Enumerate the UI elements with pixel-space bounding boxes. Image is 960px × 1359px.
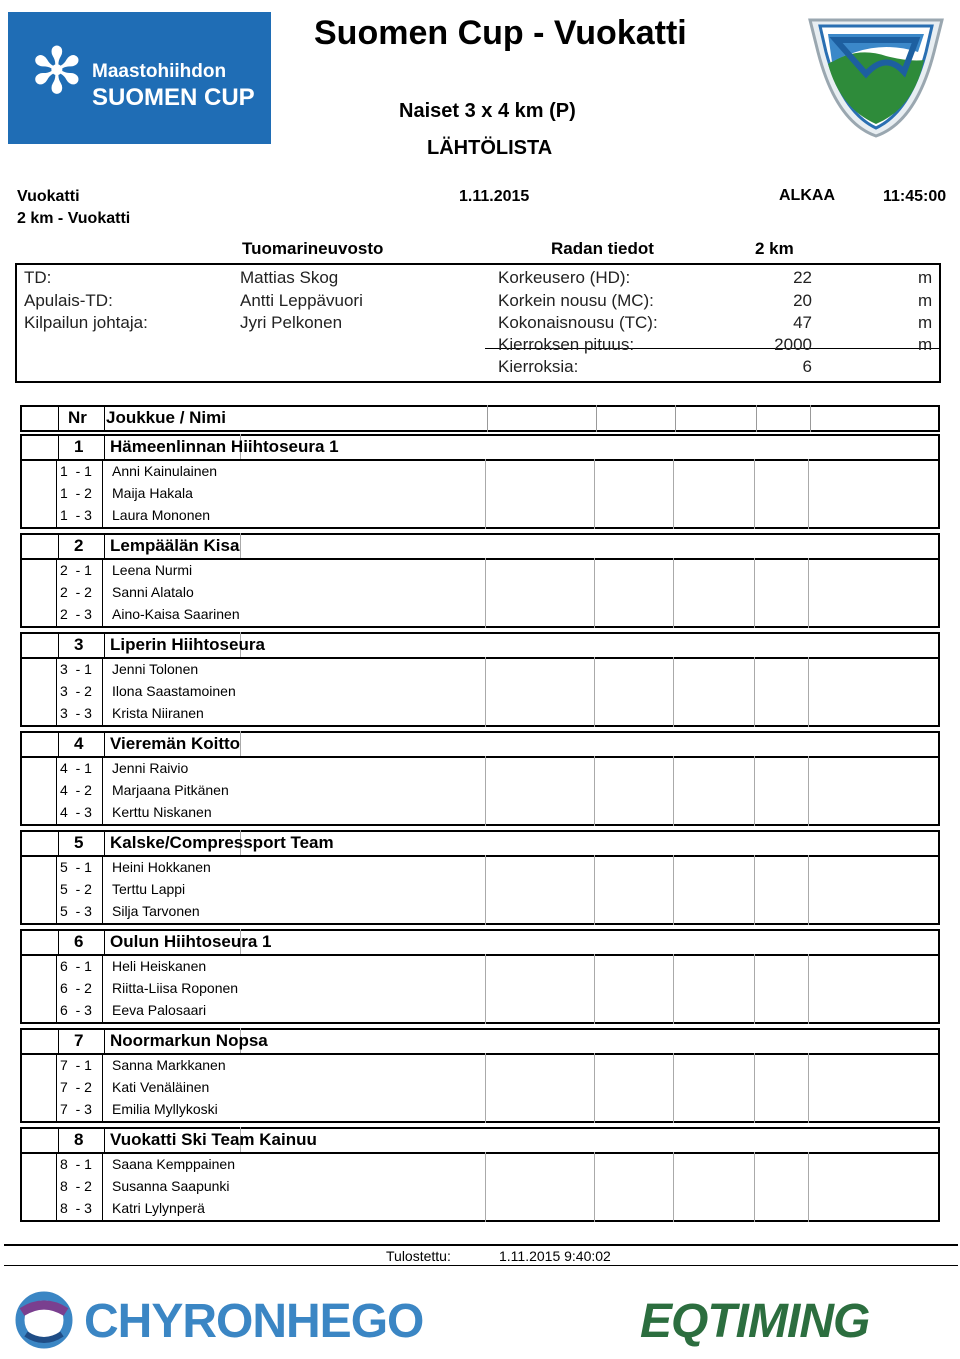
- athlete-name: Sanna Markkanen: [112, 1057, 226, 1073]
- athlete-name: Riitta-Liisa Roponen: [112, 980, 239, 996]
- jury-name: Mattias Skog: [240, 268, 339, 287]
- course-value: 2000: [774, 335, 812, 354]
- suomen-cup-logo: [8, 12, 271, 144]
- col-divider: [808, 558, 809, 628]
- logo-line1: Maastohiihdon: [92, 61, 227, 82]
- col-divider: [240, 731, 241, 758]
- col-divider: [104, 533, 105, 560]
- col-divider: [594, 855, 595, 925]
- athlete-name: Jenni Tolonen: [112, 661, 199, 677]
- relay-leg-number: 6 - 2: [60, 980, 92, 996]
- jury-name: Jyri Pelkonen: [240, 313, 343, 332]
- col-divider: [104, 405, 105, 432]
- col-divider: [56, 1053, 57, 1123]
- col-divider: [487, 405, 488, 432]
- relay-leg-number: 4 - 3: [60, 804, 92, 820]
- relay-leg-number: 3 - 3: [60, 705, 92, 721]
- col-divider: [485, 459, 486, 529]
- jury-role: TD:: [24, 268, 52, 287]
- sponsor-left: CHYRONHEGO: [84, 1295, 424, 1348]
- col-divider: [754, 954, 755, 1024]
- col-divider: [102, 657, 103, 727]
- relay-leg-number: 4 - 1: [60, 760, 92, 776]
- ski-association-emblem-icon: [806, 12, 946, 140]
- col-divider: [485, 657, 486, 727]
- printed-timestamp: 1.11.2015 9:40:02: [499, 1248, 611, 1264]
- col-divider: [102, 558, 103, 628]
- team-name: Kalske/Compressport Team: [110, 833, 334, 852]
- team-number: 8: [74, 1130, 84, 1149]
- team-name: Lempäälän Kisa: [110, 536, 240, 555]
- athlete-name: Jenni Raivio: [112, 760, 189, 776]
- relay-leg-number: 6 - 1: [60, 958, 92, 974]
- col-divider: [596, 405, 597, 432]
- course-label: Kokonaisnousu (TC):: [498, 313, 658, 332]
- col-divider: [104, 632, 105, 659]
- col-divider: [485, 558, 486, 628]
- course-unit: m: [918, 268, 933, 287]
- col-divider: [58, 830, 59, 857]
- race-date: 1.11.2015: [459, 188, 530, 205]
- athlete-name: Aino-Kaisa Saarinen: [112, 606, 240, 622]
- athlete-name: Eeva Palosaari: [112, 1002, 207, 1018]
- athlete-name: Krista Niiranen: [112, 705, 204, 721]
- eqtiming-logo: [640, 1294, 930, 1348]
- col-divider: [594, 756, 595, 826]
- jury-name: Antti Leppävuori: [240, 291, 363, 310]
- col-divider: [673, 1152, 674, 1222]
- col-divider: [808, 756, 809, 826]
- logo-line2: SUOMEN CUP: [92, 84, 255, 111]
- col-divider: [808, 657, 809, 727]
- relay-leg-number: 1 - 3: [60, 507, 92, 523]
- team-number: 2: [74, 536, 84, 555]
- relay-leg-number: 7 - 1: [60, 1057, 92, 1073]
- col-divider: [594, 657, 595, 727]
- team-number: 6: [74, 932, 84, 951]
- athlete-name: Leena Nurmi: [112, 562, 193, 578]
- course-label: Kierroksen pituus:: [498, 335, 635, 354]
- team-name: Oulun Hiihtoseura 1: [110, 932, 272, 951]
- relay-leg-number: 4 - 2: [60, 782, 92, 798]
- athlete-name: Ilona Saastamoinen: [112, 683, 236, 699]
- col-divider: [485, 756, 486, 826]
- course-label: Korkeusero (HD):: [498, 268, 631, 287]
- col-divider: [673, 657, 674, 727]
- athlete-name: Anni Kainulainen: [112, 463, 218, 479]
- col-divider: [594, 459, 595, 529]
- athlete-name: Katri Lylynperä: [112, 1200, 205, 1216]
- printed-label: Tulostettu:: [386, 1248, 451, 1264]
- col-divider: [58, 533, 59, 560]
- team-number: 3: [74, 635, 84, 654]
- col-divider: [754, 558, 755, 628]
- col-divider: [754, 756, 755, 826]
- col-divider: [104, 1127, 105, 1154]
- course-unit: m: [918, 313, 933, 332]
- athlete-name: Kerttu Niskanen: [112, 804, 212, 820]
- athlete-name: Terttu Lappi: [112, 881, 186, 897]
- snowflake-icon: ✻: [30, 35, 84, 109]
- team-name: Liperin Hiihtoseura: [110, 635, 265, 654]
- col-divider: [104, 731, 105, 758]
- col-divider: [104, 929, 105, 956]
- col-divider: [56, 459, 57, 529]
- col-divider: [104, 830, 105, 857]
- race-name: Naiset 3 x 4 km (P): [399, 100, 576, 122]
- col-divider: [673, 954, 674, 1024]
- team-number: 4: [74, 734, 84, 753]
- relay-leg-number: 2 - 1: [60, 562, 92, 578]
- relay-leg-number: 3 - 1: [60, 661, 92, 677]
- col-divider: [808, 855, 809, 925]
- col-divider: [594, 954, 595, 1024]
- col-divider: [56, 855, 57, 925]
- col-divider: [754, 657, 755, 727]
- col-divider: [808, 954, 809, 1024]
- team-name: Vuokatti Ski Team Kainuu: [110, 1130, 317, 1149]
- course-value: 22: [793, 268, 812, 287]
- athlete-name: Sanni Alatalo: [112, 584, 194, 600]
- col-divider: [58, 731, 59, 758]
- sponsor-right: EQTIMING: [640, 1295, 870, 1348]
- col-divider: [673, 558, 674, 628]
- col-divider: [58, 929, 59, 956]
- athlete-name: Saana Kemppainen: [112, 1156, 235, 1172]
- col-divider: [594, 1152, 595, 1222]
- col-divider: [56, 657, 57, 727]
- jury-role: Kilpailun johtaja:: [24, 313, 148, 332]
- col-divider: [58, 1127, 59, 1154]
- col-team-name: Joukkue / Nimi: [106, 408, 226, 427]
- col-divider: [485, 1152, 486, 1222]
- col-divider: [56, 1152, 57, 1222]
- course-label: Korkein nousu (MC):: [498, 291, 654, 310]
- col-divider: [56, 558, 57, 628]
- col-divider: [594, 1053, 595, 1123]
- relay-leg-number: 3 - 2: [60, 683, 92, 699]
- col-divider: [102, 855, 103, 925]
- course-value: 20: [793, 291, 812, 310]
- chyronhego-swirl-icon: [12, 1290, 76, 1350]
- footer-divider: [4, 1244, 958, 1246]
- col-divider: [102, 459, 103, 529]
- relay-leg-number: 8 - 1: [60, 1156, 92, 1172]
- course-label: Kierroksia:: [498, 357, 579, 376]
- col-divider: [756, 405, 757, 432]
- col-divider: [102, 1053, 103, 1123]
- team-name: Hämeenlinnan Hiihtoseura 1: [110, 437, 339, 456]
- course-info-heading: Radan tiedot: [551, 239, 654, 258]
- relay-leg-number: 5 - 3: [60, 903, 92, 919]
- col-divider: [485, 1053, 486, 1123]
- relay-leg-number: 8 - 3: [60, 1200, 92, 1216]
- relay-leg-number: 8 - 2: [60, 1178, 92, 1194]
- course-name: 2 km - Vuokatti: [17, 210, 131, 227]
- col-divider: [754, 1152, 755, 1222]
- jury-role: Apulais-TD:: [24, 291, 113, 310]
- relay-leg-number: 5 - 1: [60, 859, 92, 875]
- col-divider: [754, 1053, 755, 1123]
- course-unit: m: [918, 335, 933, 354]
- course-distance: 2 km: [755, 239, 794, 258]
- start-label: ALKAA: [779, 187, 835, 204]
- col-divider: [102, 756, 103, 826]
- col-divider: [594, 558, 595, 628]
- athlete-name: Heli Heiskanen: [112, 958, 207, 974]
- relay-leg-number: 1 - 1: [60, 463, 92, 479]
- col-divider: [675, 405, 676, 432]
- col-divider: [58, 1028, 59, 1055]
- col-nr: Nr: [68, 408, 87, 427]
- page-title: Suomen Cup - Vuokatti: [314, 14, 687, 52]
- col-divider: [485, 855, 486, 925]
- col-divider: [56, 954, 57, 1024]
- relay-leg-number: 2 - 2: [60, 584, 92, 600]
- col-divider: [56, 756, 57, 826]
- start-time: 11:45:00: [883, 188, 947, 205]
- athlete-name: Maija Hakala: [112, 485, 193, 501]
- chyronhego-logo: [12, 1290, 452, 1350]
- col-divider: [58, 434, 59, 461]
- col-divider: [754, 459, 755, 529]
- footer-divider: [4, 1265, 958, 1266]
- col-divider: [58, 632, 59, 659]
- course-value: 47: [793, 313, 812, 332]
- col-divider: [673, 756, 674, 826]
- team-number: 1: [74, 437, 84, 456]
- athlete-name: Heini Hokkanen: [112, 859, 211, 875]
- list-title: LÄHTÖLISTA: [427, 137, 553, 159]
- athlete-name: Marjaana Pitkänen: [112, 782, 229, 798]
- col-divider: [673, 855, 674, 925]
- col-divider: [102, 1152, 103, 1222]
- col-divider: [240, 533, 241, 560]
- team-name: Vieremän Koitto: [110, 734, 241, 753]
- athlete-name: Silja Tarvonen: [112, 903, 200, 919]
- relay-leg-number: 1 - 2: [60, 485, 92, 501]
- col-divider: [808, 459, 809, 529]
- team-number: 7: [74, 1031, 84, 1050]
- col-divider: [104, 434, 105, 461]
- col-divider: [808, 1053, 809, 1123]
- athlete-name: Laura Mononen: [112, 507, 211, 523]
- athlete-name: Emilia Myllykoski: [112, 1101, 218, 1117]
- col-divider: [808, 1152, 809, 1222]
- jury-heading: Tuomarineuvosto: [242, 239, 384, 258]
- relay-leg-number: 2 - 3: [60, 606, 92, 622]
- venue: Vuokatti: [17, 188, 80, 205]
- relay-leg-number: 7 - 2: [60, 1079, 92, 1095]
- athlete-name: Kati Venäläinen: [112, 1079, 210, 1095]
- relay-leg-number: 5 - 2: [60, 881, 92, 897]
- col-divider: [673, 1053, 674, 1123]
- course-unit: m: [918, 291, 933, 310]
- team-name: Noormarkun Nopsa: [110, 1031, 268, 1050]
- col-divider: [58, 405, 59, 432]
- col-divider: [104, 1028, 105, 1055]
- col-divider: [754, 855, 755, 925]
- col-divider: [102, 954, 103, 1024]
- team-number: 5: [74, 833, 84, 852]
- col-divider: [673, 459, 674, 529]
- relay-leg-number: 6 - 3: [60, 1002, 92, 1018]
- athlete-name: Susanna Saapunki: [112, 1178, 230, 1194]
- col-divider: [810, 405, 811, 432]
- col-divider: [485, 954, 486, 1024]
- course-value: 6: [802, 357, 812, 376]
- relay-leg-number: 7 - 3: [60, 1101, 92, 1117]
